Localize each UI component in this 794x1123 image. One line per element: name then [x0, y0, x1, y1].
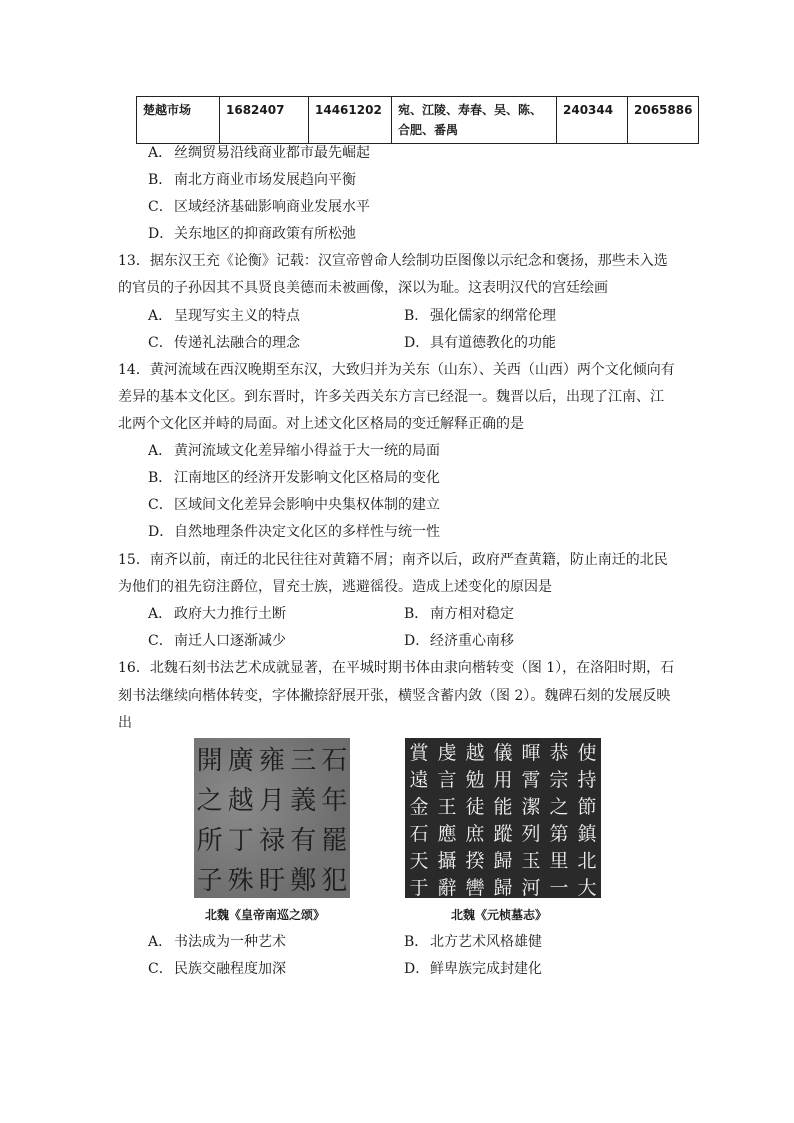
q16-option-d [404, 959, 542, 979]
rubbing-character: 虔 [437, 742, 457, 764]
q16-stem-line: 出 [118, 715, 132, 731]
q12-option-c [148, 197, 370, 217]
q14-stem-line: 差异的基本文化区。到东晋时，许多关西关东方言已经混一。魏晋以后，出现了江南、江 [118, 389, 664, 405]
option-letter: A． [148, 145, 173, 161]
rubbing-character: 天 [409, 850, 429, 872]
rubbing-character: 辭 [437, 877, 457, 899]
q15-stem-line: 为他们的祖先窃注爵位，冒充士族，逃避徭役。造成上述变化的原因是 [118, 579, 552, 595]
q13-option-a [148, 306, 300, 326]
rubbing-character: 石 [321, 745, 348, 776]
rubbing-character: 能 [493, 796, 513, 818]
option-text: 政府大力推行土断 [174, 606, 286, 622]
option-text: 丝绸贸易沿线商业都市最先崛起 [174, 145, 370, 161]
rubbing-character: 潔 [521, 796, 541, 818]
figure2-rubbing-image [405, 738, 601, 898]
option-letter: C． [148, 199, 173, 215]
q15-option-a [148, 604, 286, 624]
option-letter: C． [148, 335, 173, 351]
table-cell: 宛、江陵、寿春、吴、陈、合肥、番禺 [392, 97, 557, 144]
option-letter: C． [148, 497, 173, 513]
q12-option-a [148, 143, 370, 163]
q14-stem-line: 14．黄河流域在西汉晚期至东汉，大致归并为关东（山东）、关西（山西）两个文化倾向有 [118, 362, 675, 378]
option-letter: D． [148, 524, 174, 540]
rubbing-character: 蹤 [493, 823, 513, 845]
option-text: 传递礼法融合的理念 [174, 335, 300, 351]
rubbing-character: 越 [465, 742, 485, 764]
rubbing-character: 歸 [493, 850, 513, 872]
option-text: 鲜卑族完成封建化 [430, 961, 542, 977]
option-text: 自然地理条件决定文化区的多样性与统一性 [174, 524, 440, 540]
rubbing-character: 王 [437, 796, 457, 818]
rubbing-character: 勉 [465, 769, 485, 791]
option-letter: A． [148, 934, 173, 950]
rubbing-character: 盱 [258, 865, 285, 896]
option-text: 南方相对稳定 [430, 606, 514, 622]
rubbing-character: 里 [549, 850, 569, 872]
q12-option-b [148, 170, 356, 190]
option-letter: B． [148, 470, 173, 486]
rubbing-character: 攝 [437, 850, 457, 872]
option-letter: B． [404, 606, 429, 622]
table-cell: 1682407 [220, 97, 309, 144]
q13-option-b [404, 306, 556, 326]
q14-option-a [148, 441, 440, 461]
option-text: 区域经济基础影响商业发展水平 [174, 199, 370, 215]
figure1-rubbing-image [194, 738, 350, 898]
figure2-caption: 北魏《元桢墓志》 [451, 908, 548, 922]
rubbing-character: 庶 [465, 823, 485, 845]
market-table [136, 96, 699, 144]
q14-stem-line: 北两个文化区并峙的局面。对上述文化区格局的变迁解释正确的是 [118, 416, 524, 432]
rubbing-character: 越 [227, 785, 254, 816]
q15-option-b [404, 604, 514, 624]
option-text: 关东地区的抑商政策有所松弛 [174, 226, 356, 242]
option-letter: B． [404, 934, 429, 950]
rubbing-character: 儀 [493, 742, 513, 764]
option-text: 强化儒家的纲常伦理 [430, 308, 556, 324]
rubbing-character: 于 [409, 877, 429, 899]
q15-option-c [148, 631, 286, 651]
rubbing-character: 第 [549, 823, 569, 845]
table-cell: 楚越市场 [137, 97, 220, 144]
rubbing-character: 使 [577, 742, 597, 764]
option-letter: D． [404, 633, 430, 649]
rubbing-character: 廣 [227, 745, 254, 776]
rubbing-character: 宗 [549, 769, 569, 791]
rubbing-character: 揆 [465, 850, 485, 872]
rubbing-character: 恭 [549, 742, 569, 764]
table-cell: 240344 [557, 97, 628, 144]
q15-option-d [404, 631, 514, 651]
rubbing-character: 子 [196, 865, 223, 896]
rubbing-character: 雍 [258, 745, 285, 776]
rubbing-character: 三 [290, 745, 317, 776]
option-text: 江南地区的经济开发影响文化区格局的变化 [174, 470, 440, 486]
rubbing-character: 北 [577, 850, 597, 872]
q13-option-c [148, 333, 300, 353]
rubbing-character: 罷 [321, 825, 348, 856]
rubbing-character: 用 [493, 769, 513, 791]
rubbing-character: 年 [321, 785, 348, 816]
q16-option-a [148, 932, 286, 952]
rubbing-character: 石 [409, 823, 429, 845]
option-text: 经济重心南移 [430, 633, 514, 649]
table-cell: 14461202 [309, 97, 392, 144]
q14-option-d [148, 522, 440, 542]
option-text: 书法成为一种艺术 [174, 934, 286, 950]
rubbing-character: 賞 [409, 742, 429, 764]
option-text: 北方艺术风格雄健 [430, 934, 542, 950]
rubbing-character: 一 [549, 877, 569, 899]
q13-stem-line: 13．据东汉王充《论衡》记载：汉宣帝曾命人绘制功臣图像以示纪念和褒扬，那些未入选 [118, 253, 668, 269]
rubbing-character: 徒 [465, 796, 485, 818]
rubbing-character: 金 [409, 796, 429, 818]
table-cell: 2065886 [628, 97, 699, 144]
option-text: 呈现写实主义的特点 [174, 308, 300, 324]
rubbing-character: 霄 [521, 769, 541, 791]
rubbing-character: 轡 [465, 877, 485, 899]
option-text: 南迁人口逐渐减少 [174, 633, 286, 649]
option-letter: A． [148, 308, 173, 324]
rubbing-character: 節 [577, 796, 597, 818]
q16-option-c [148, 959, 286, 979]
q13-option-d [404, 333, 556, 353]
rubbing-character: 大 [577, 877, 597, 899]
q12-option-d [148, 224, 356, 244]
rubbing-character: 所 [196, 825, 223, 856]
rubbing-character: 之 [196, 785, 223, 816]
rubbing-character: 言 [437, 769, 457, 791]
option-text: 民族交融程度加深 [174, 961, 286, 977]
q13-stem-line: 的官员的子孙因其不具贤良美德而未被画像，深以为耻。这表明汉代的宫廷绘画 [118, 280, 608, 296]
option-text: 具有道德教化的功能 [430, 335, 556, 351]
rubbing-character: 丁 [227, 825, 254, 856]
option-text: 南北方商业市场发展趋向平衡 [174, 172, 356, 188]
rubbing-character: 河 [521, 877, 541, 899]
q14-option-b [148, 468, 440, 488]
q16-stem-line: 刻书法继续向楷体转变，字体撇捺舒展开张，横竖含蓄内敛（图 2）。魏碑石刻的发展反映 [118, 688, 671, 704]
rubbing-character: 暉 [521, 742, 541, 764]
rubbing-character: 列 [521, 823, 541, 845]
table-row [137, 97, 699, 144]
rubbing-character: 遠 [409, 769, 429, 791]
rubbing-character: 玉 [521, 850, 541, 872]
figure1-caption: 北魏《皇帝南巡之颂》 [205, 908, 326, 922]
rubbing-character: 鄭 [290, 865, 317, 896]
rubbing-character: 開 [196, 745, 223, 776]
rubbing-character: 禄 [258, 825, 285, 856]
q16-option-b [404, 932, 542, 952]
rubbing-character: 應 [437, 823, 457, 845]
option-letter: A． [148, 606, 173, 622]
option-letter: C． [148, 633, 173, 649]
option-letter: D． [404, 335, 430, 351]
option-letter: D． [148, 226, 174, 242]
option-text: 区域间文化差异会影响中央集权体制的建立 [174, 497, 440, 513]
option-letter: B． [148, 172, 173, 188]
rubbing-character: 之 [549, 796, 569, 818]
q14-option-c [148, 495, 440, 515]
option-letter: A． [148, 443, 173, 459]
q15-stem-line: 15．南齐以前，南迁的北民往往对黄籍不屑；南齐以后，政府严查黄籍，防止南迁的北民 [118, 552, 668, 568]
option-letter: C． [148, 961, 173, 977]
option-letter: B． [404, 308, 429, 324]
rubbing-character: 殊 [227, 865, 254, 896]
option-letter: D． [404, 961, 430, 977]
option-text: 黄河流域文化差异缩小得益于大一统的局面 [174, 443, 440, 459]
rubbing-character: 有 [290, 825, 317, 856]
rubbing-character: 歸 [493, 877, 513, 899]
rubbing-character: 鎮 [577, 823, 597, 845]
rubbing-character: 月 [258, 785, 285, 816]
q16-stem-line: 16．北魏石刻书法艺术成就显著，在平城时期书体由隶向楷转变（图 1），在洛阳时期，石 [118, 660, 675, 676]
rubbing-character: 持 [577, 769, 597, 791]
rubbing-character: 義 [290, 785, 317, 816]
rubbing-character: 犯 [321, 865, 348, 896]
